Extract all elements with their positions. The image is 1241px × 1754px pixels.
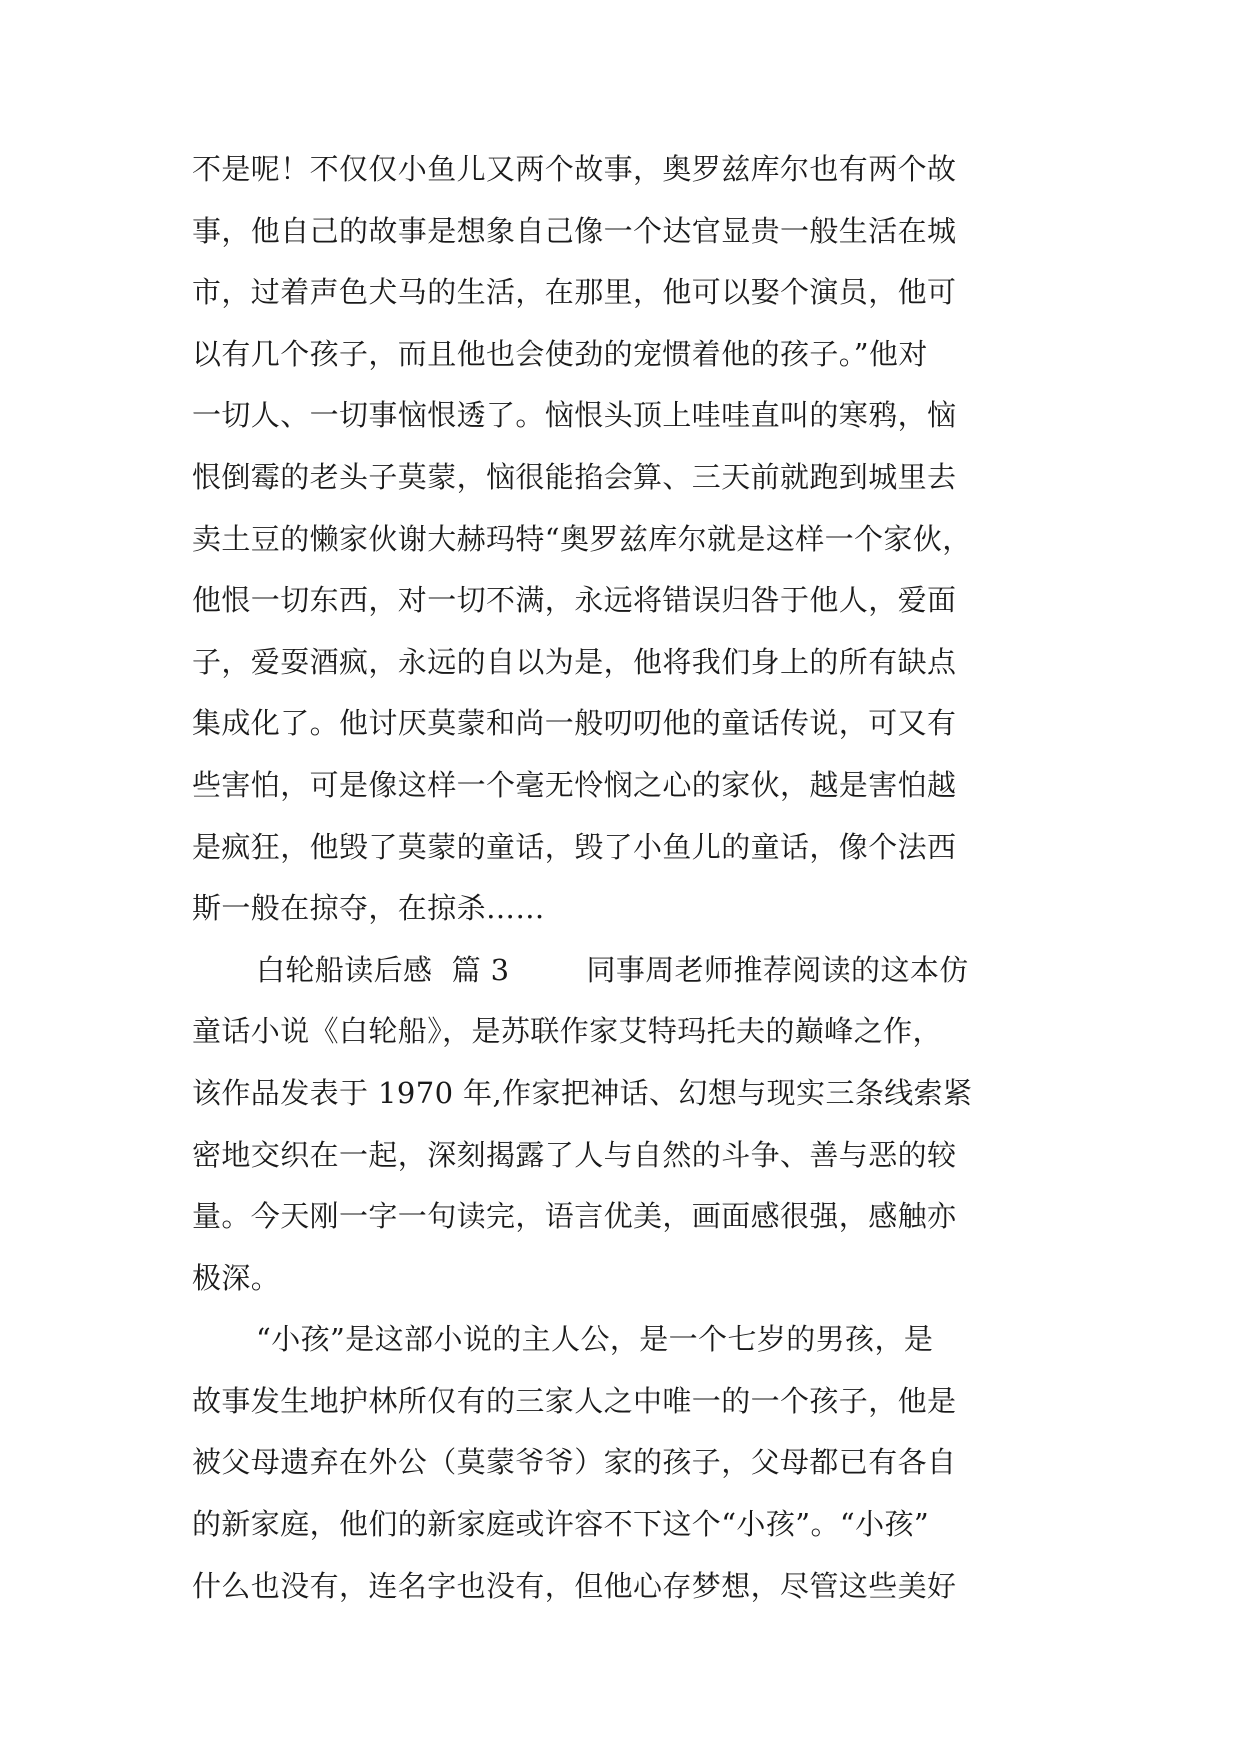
text-line: 被父母遗弃在外公（莫蒙爷爷）家的孩子，父母都已有各自: [192, 1445, 957, 1480]
text-line: 故事发生地护林所仅有的三家人之中唯一的一个孩子，他是: [192, 1383, 957, 1418]
text-line: 该作品发表于 1970 年,作家把神话、幻想与现实三条线索紧: [192, 1075, 973, 1110]
text-line: 极深。: [192, 1260, 281, 1295]
text-line: 量。今天刚一字一句读完，语言优美，画面感很强，感触亦: [192, 1199, 957, 1234]
text-line: 事，他自己的故事是想象自己像一个达官显贵一般生活在城: [192, 213, 957, 248]
text-line: 恨倒霉的老头子莫蒙，恼很能掐会算、三天前就跑到城里去: [192, 459, 957, 494]
document-body: [192, 139, 1052, 1617]
text-line: 不是呢！不仅仅小鱼儿又两个故事，奥罗兹库尔也有两个故: [192, 152, 957, 186]
text-line: 些害怕，可是像这样一个毫无怜悯之心的家伙，越是害怕越: [192, 767, 957, 802]
text-line: 集成化了。他讨厌莫蒙和尚一般叨叨他的童话传说，可又有: [192, 706, 957, 741]
text-line: 密地交织在一起，深刻揭露了人与自然的斗争、善与恶的较: [192, 1137, 957, 1172]
section-heading-line: 白轮船读后感 篇 3 同事周老师推荐阅读的这本仿: [256, 952, 969, 987]
text-line: 子，爱耍酒疯，永远的自以为是，他将我们身上的所有缺点: [192, 644, 957, 679]
text-line: 童话小说《白轮船》，是苏联作家艾特玛托夫的巅峰之作，: [192, 1014, 942, 1049]
text-line: 什么也没有，连名字也没有，但他心存梦想，尽管这些美好: [192, 1568, 957, 1603]
text-line: 的新家庭，他们的新家庭或许容不下这个“小孩”。“小孩”: [192, 1507, 930, 1542]
text-line: 卖土豆的懒家伙谢大赫玛特“奥罗兹库尔就是这样一个家伙，: [192, 521, 972, 556]
text-line: 他恨一切东西，对一切不满，永远将错误归咎于他人，爱面: [192, 583, 957, 618]
text-line: 以有几个孩子，而且他也会使劲的宠惯着他的孩子。”他对: [192, 336, 928, 371]
paragraph-start-line: “小孩”是这部小说的主人公，是一个七岁的男孩，是: [256, 1322, 934, 1357]
text-line: 市，过着声色犬马的生活，在那里，他可以娶个演员，他可: [192, 275, 957, 310]
text-line: 斯一般在掠夺，在掠杀……: [192, 891, 545, 926]
text-line: 是疯狂，他毁了莫蒙的童话，毁了小鱼儿的童话，像个法西: [192, 829, 957, 864]
text-line: 一切人、一切事恼恨透了。恼恨头顶上哇哇直叫的寒鸦，恼: [192, 398, 957, 433]
